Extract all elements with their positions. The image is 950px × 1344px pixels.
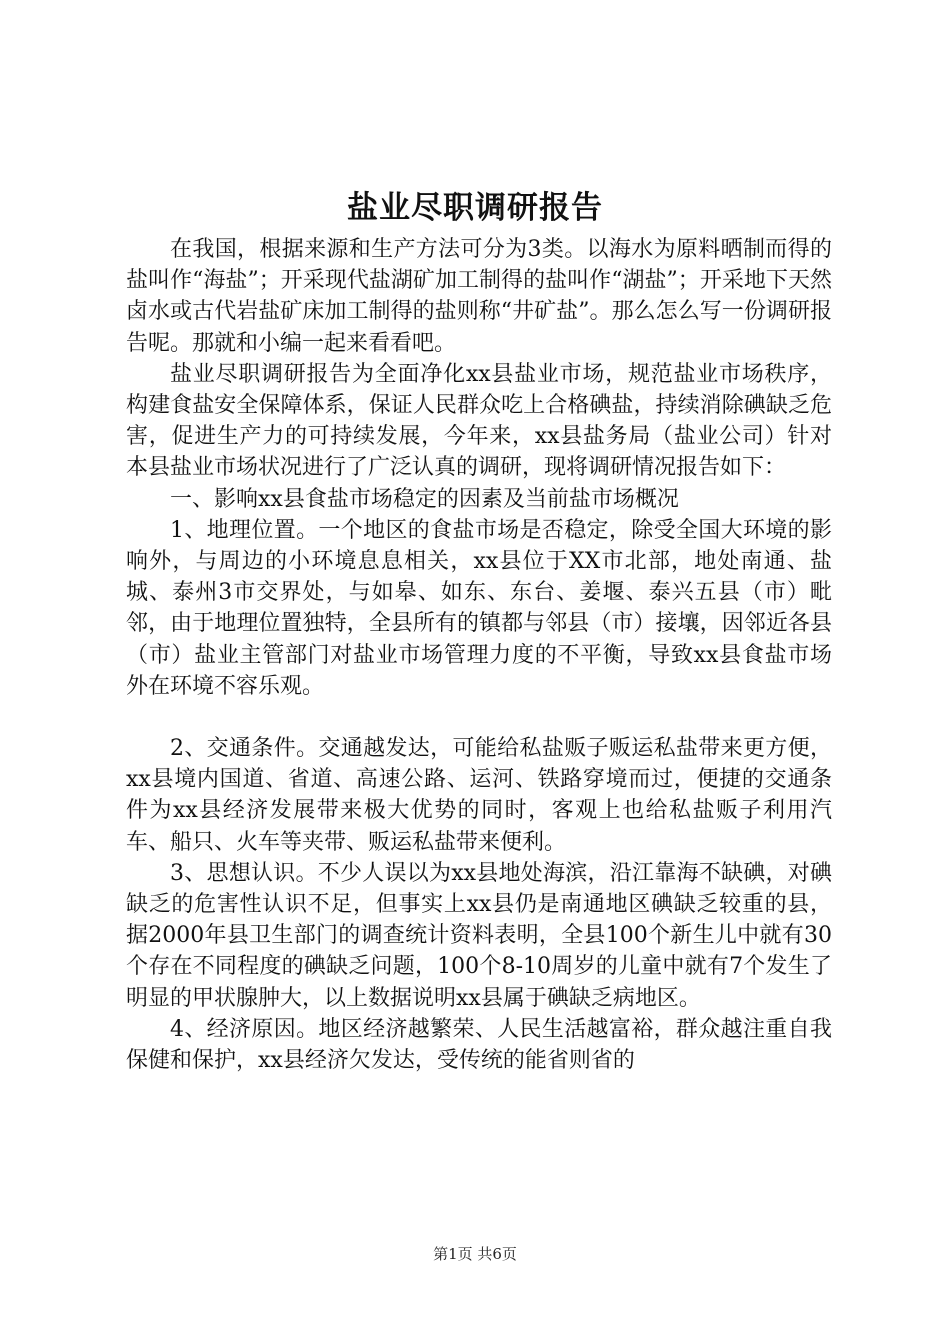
section-heading-1: 一、影响xx县食盐市场稳定的因素及当前盐市场概况 [170, 486, 679, 512]
paragraph-geography: 1、地理位置。一个地区的食盐市场是否稳定，除受全国大环境的影响外，与周边的小环境息息相关，xx县位于XX市北部，地处南通、盐城、泰州3市交界处，与如皋、如东、东台、姜堰、泰兴五县（市）毗邻，由于地理位置独特，全县所有的镇都与邻县（市）接壤，因邻近各县（市）盐业主管部门对盐业市场管理力度的不平衡，导致xx县食盐市场外在环境不容乐观。 [126, 517, 832, 699]
paragraph-intro: 在我国，根据来源和生产方法可分为3类。以海水为原料晒制而得的盐叫作“海盐”；开采现代盐湖矿加工制得的盐叫作“湖盐”；开采地下天然卤水或古代岩盐矿床加工制得的盐则称“井矿盐”。那么怎么写一份调研报告呢。那就和小编一起来看看吧。 [126, 237, 832, 356]
paragraph-awareness: 3、思想认识。不少人误以为xx县地处海滨，沿江靠海不缺碘，对碘缺乏的危害性认识不足，但事实上xx县仍是南通地区碘缺乏较重的县，据2000年县卫生部门的调查统计资料表明，全县100个新生儿中就有30个存在不同程度的碘缺乏问题，100个8-10周岁的儿童中就有7个发生了明显的甲状腺肿大，以上数据说明xx县属于碘缺乏病地区。 [126, 860, 832, 1011]
document-body [126, 234, 832, 1076]
paragraph-economy: 4、经济原因。地区经济越繁荣、人民生活越富裕，群众越注重自我保健和保护，xx县经济欠发达，受传统的能省则省的 [126, 1016, 832, 1074]
paragraph-overview: 盐业尽职调研报告为全面净化xx县盐业市场，规范盐业市场秩序，构建食盐安全保障体系，保证人民群众吃上合格碘盐，持续消除碘缺乏危害，促进生产力的可持续发展，今年来，xx县盐务局（盐业公司）针对本县盐业市场状况进行了广泛认真的调研，现将调研情况报告如下： [126, 361, 832, 481]
paragraph-transport: 2、交通条件。交通越发达，可能给私盐贩子贩运私盐带来更方便，xx县境内国道、省道、高速公路、运河、铁路穿境而过，便捷的交通条件为xx县经济发展带来极大优势的同时，客观上也给私盐贩子利用汽车、船只、火车等夹带、贩运私盐带来便利。 [126, 736, 832, 855]
page-number-footer: 第1页 共6页 [433, 1245, 517, 1263]
document-title: 盐业尽职调研报告 [347, 190, 603, 226]
